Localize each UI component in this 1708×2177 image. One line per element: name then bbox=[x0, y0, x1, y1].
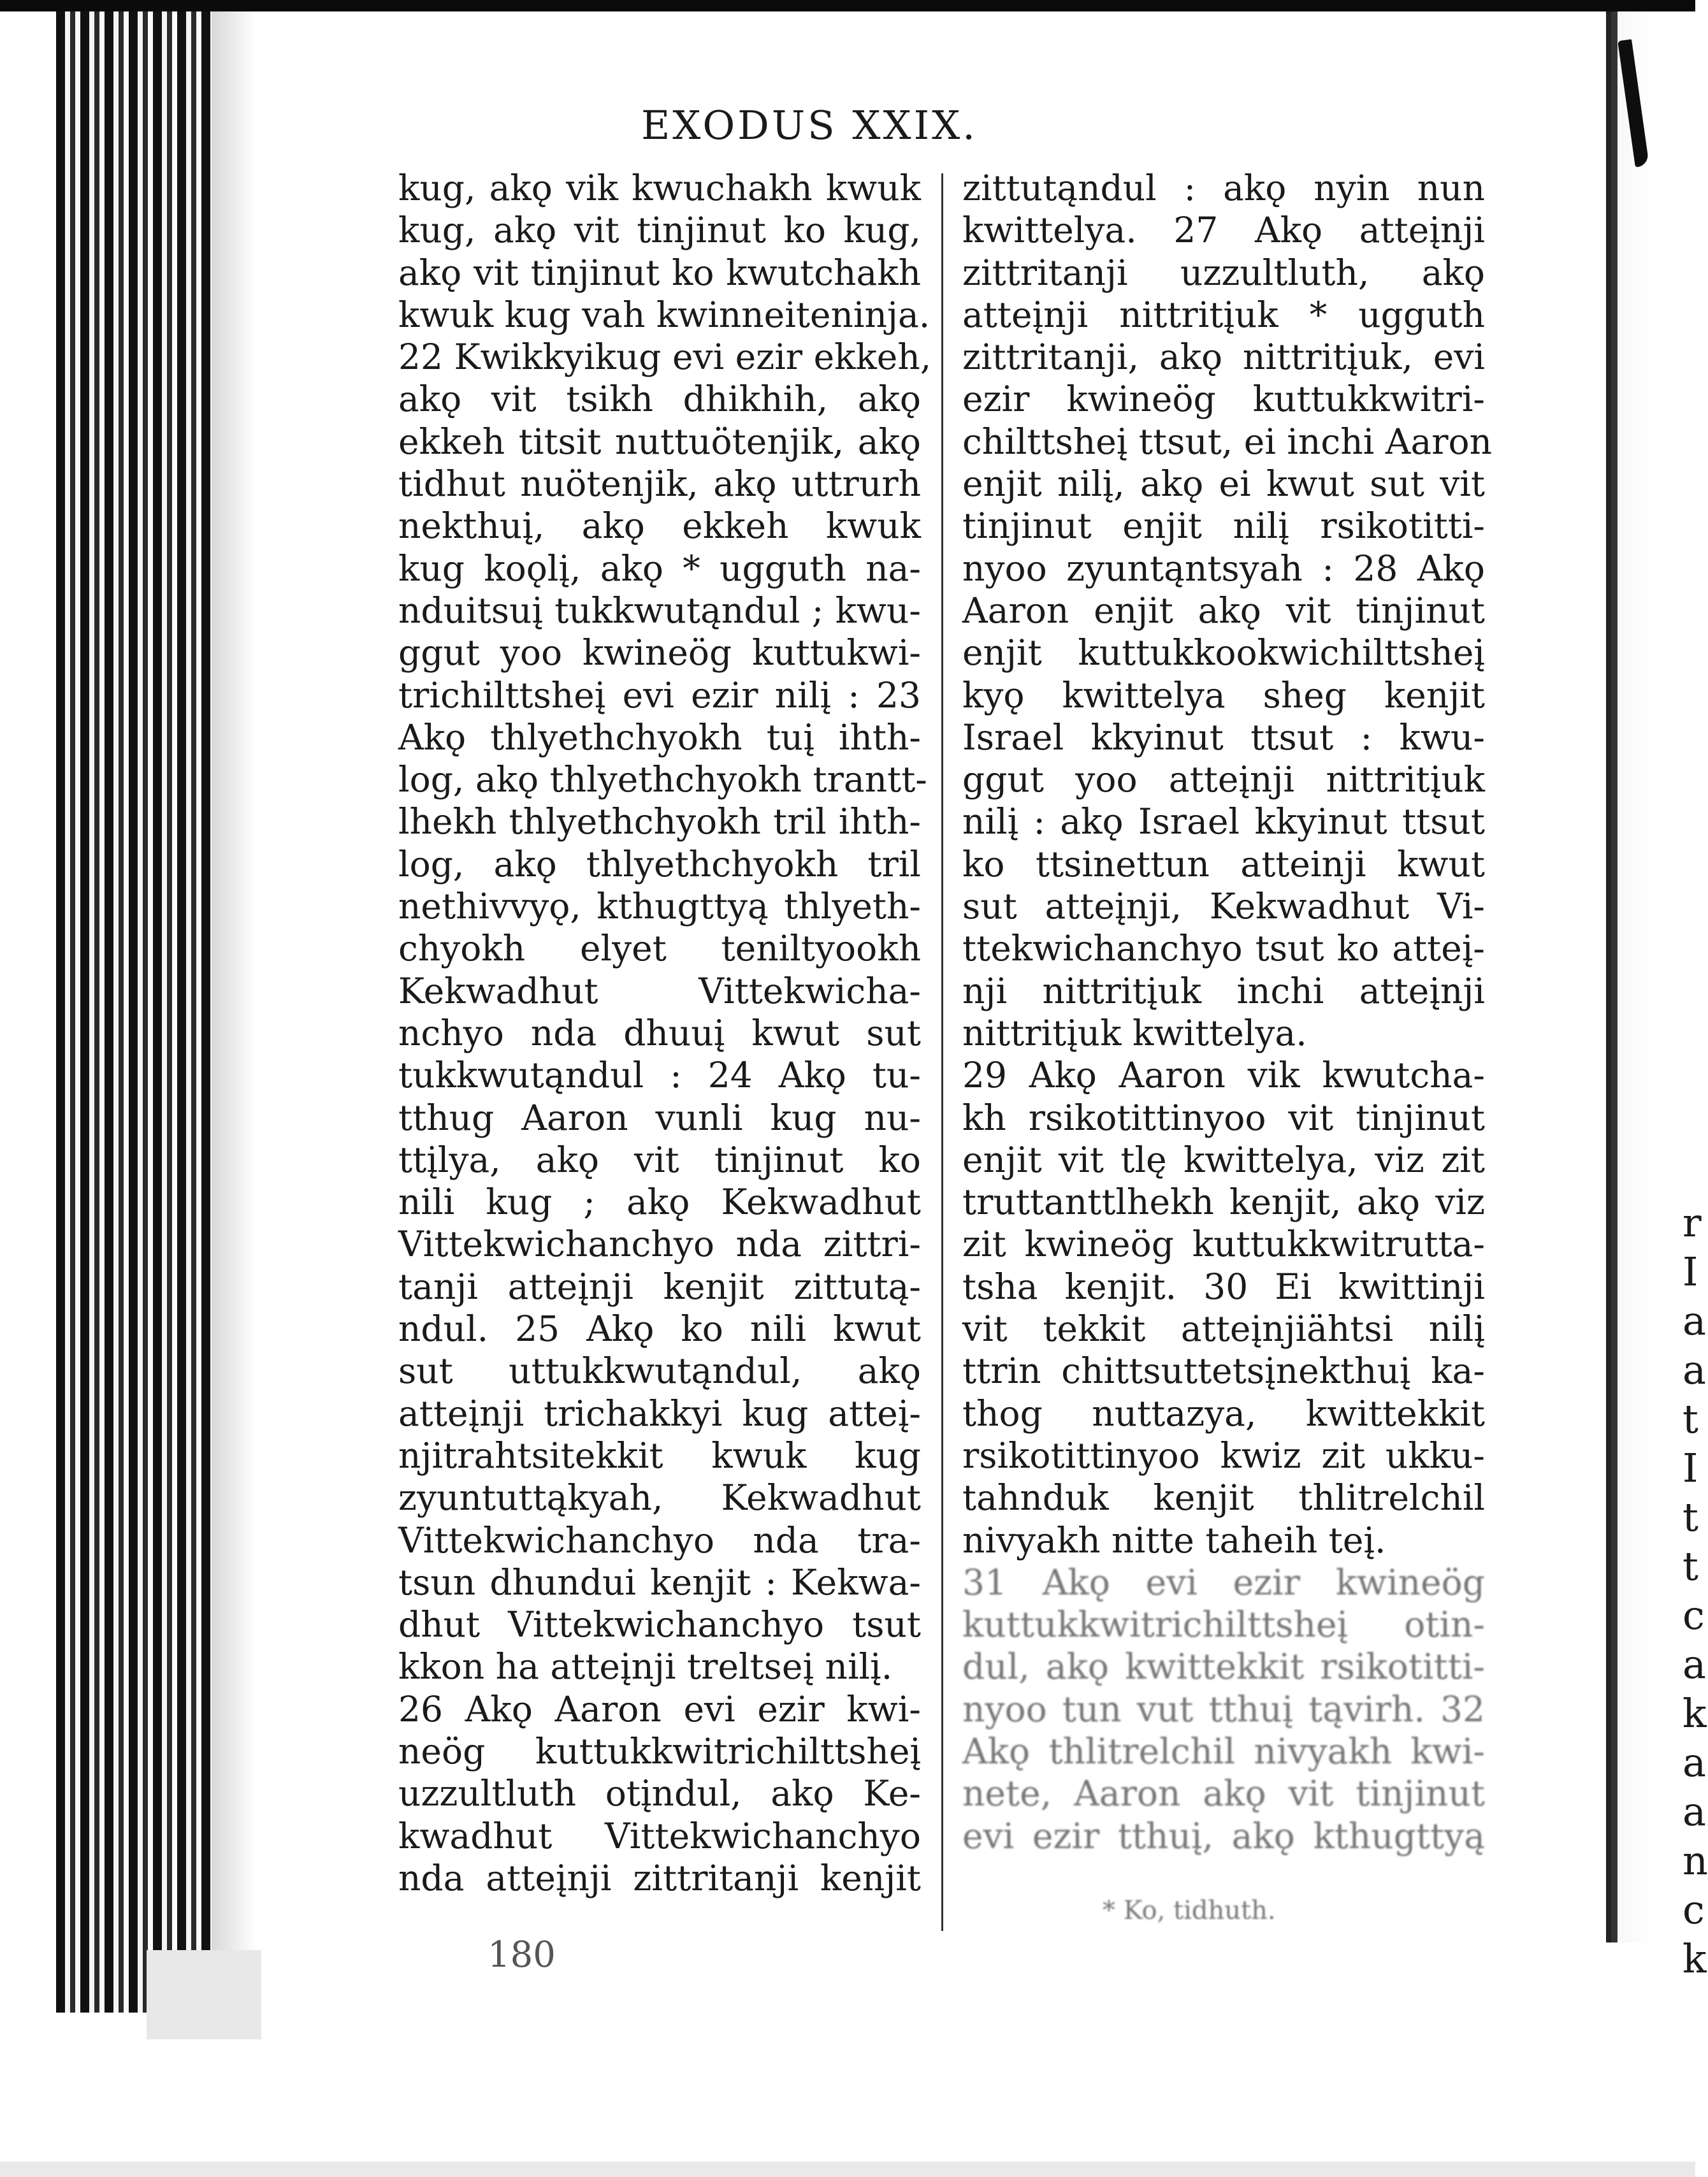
text-line: kwuk kug vah kwinneiteninja. bbox=[398, 294, 930, 335]
text-line: kh rsikotittinyoo vit tinjinut bbox=[962, 1097, 1485, 1138]
page-gutter-shadow bbox=[212, 11, 256, 2013]
text-line: uzzultluth otįndul, akǫ Ke- bbox=[398, 1773, 921, 1814]
text-line: Vittekwichanchyo nda tra- bbox=[398, 1519, 921, 1561]
text-line: nili kug ; akǫ Kekwadhut bbox=[398, 1182, 921, 1223]
text-line: zit kwineög kuttukkwitrutta- bbox=[962, 1224, 1485, 1265]
text-line: zittritanji, akǫ nittritįuk, evi bbox=[962, 336, 1485, 378]
text-line: log, akǫ thlyethchyokh tril bbox=[398, 843, 921, 885]
text-line: nittritįuk kwittelya. bbox=[962, 1012, 1307, 1053]
text-line: zittritanji uzzultluth, akǫ bbox=[962, 252, 1485, 293]
text-line: nekthuį, akǫ ekkeh kwuk bbox=[398, 505, 921, 547]
text-line: enjit vit tlę kwittelya, viz zit bbox=[962, 1139, 1485, 1180]
text-line: vit tekkit atteįnjiähtsi nilį bbox=[962, 1308, 1485, 1350]
text-line: tsha kenjit. 30 Ei kwittinji bbox=[962, 1266, 1485, 1307]
text-line: Akǫ thlitrelchil nivyakh kwi- bbox=[962, 1730, 1485, 1772]
text-line: nchyo nda dhuuį kwut sut bbox=[398, 1012, 921, 1053]
text-line: neög kuttukkwitrichilttsheį bbox=[398, 1730, 921, 1772]
text-line: ndul. 25 Akǫ ko nili kwut bbox=[398, 1308, 921, 1350]
text-line: nda atteįnji zittritanji kenjit bbox=[398, 1857, 921, 1899]
text-line: Israel kkyinut ttsut : kwu- bbox=[962, 716, 1485, 758]
text-line: tthug Aaron vunli kug nu- bbox=[398, 1097, 921, 1138]
text-line: nethivvyǫ, kthugttyą thlyeth- bbox=[398, 886, 921, 927]
right-gutter bbox=[1606, 11, 1611, 1942]
edge-letter: I bbox=[1683, 1445, 1698, 1491]
text-line: ezir kwineög kuttukkwitri- bbox=[962, 379, 1485, 420]
edge-letter: c bbox=[1683, 1886, 1705, 1933]
text-line: kug, akǫ vik kwuchakh kwuk bbox=[398, 168, 921, 208]
text-line: tidhut nuötenjik, akǫ uttrurh bbox=[398, 463, 921, 505]
text-line: kwadhut Vittekwichanchyo bbox=[398, 1815, 921, 1856]
text-line: enjit nilį, akǫ ei kwut sut vit bbox=[962, 463, 1485, 505]
text-line: nduitsuį tukkwutąndul ; kwu- bbox=[398, 589, 921, 631]
page-number: 180 bbox=[488, 1934, 556, 1976]
text-line: Aaron enjit akǫ vit tinjinut bbox=[962, 589, 1485, 631]
edge-letter: a bbox=[1683, 1641, 1706, 1688]
text-line: ggut yoo atteįnji nittritįuk bbox=[962, 759, 1485, 800]
text-line: kwittelya. 27 Akǫ atteįnji bbox=[962, 210, 1485, 251]
edge-letter: c bbox=[1683, 1592, 1705, 1638]
edge-letter: a bbox=[1683, 1298, 1706, 1344]
text-line: ttįlya, akǫ vit tinjinut ko bbox=[398, 1139, 921, 1180]
text-line: njitrahtsitekkit kwuk kug bbox=[398, 1435, 921, 1476]
text-line: nji nittritįuk inchi atteįnji bbox=[962, 970, 1485, 1011]
text-line: ttekwichanchyo tsut ko atteį- bbox=[962, 928, 1485, 969]
edge-letter: k bbox=[1683, 1690, 1707, 1737]
text-line: 22 Kwikkyikug evi ezir ekkeh, bbox=[398, 336, 932, 378]
text-line: ko ttsinettun atteinji kwut bbox=[962, 843, 1485, 885]
text-line: tinjinut enjit nilį rsikotitti- bbox=[962, 505, 1485, 547]
text-line: thog nuttazya, kwittekkit bbox=[962, 1392, 1485, 1434]
edge-letter: t bbox=[1683, 1543, 1698, 1589]
text-line: dul, akǫ kwittekkit rsikotitti- bbox=[962, 1646, 1485, 1688]
text-line: enjit kuttukkookwichilttsheį bbox=[962, 632, 1485, 674]
text-line: sut uttukkwutąndul, akǫ bbox=[398, 1350, 921, 1392]
left-text-column bbox=[398, 167, 932, 1899]
text-line: chilttsheį ttsut, ei inchi Aaron bbox=[962, 421, 1493, 462]
edge-letter: n bbox=[1683, 1837, 1708, 1884]
text-line: log, akǫ thlyethchyokh trantt- bbox=[398, 759, 927, 800]
edge-letter: I bbox=[1683, 1248, 1698, 1295]
text-line: atteįnji trichakkyi kug atteį- bbox=[398, 1392, 921, 1434]
edge-letter: t bbox=[1683, 1494, 1698, 1540]
text-line: chyokh elyet teniltyookh bbox=[398, 928, 921, 969]
text-line: zyuntuttąkyah, Kekwadhut bbox=[398, 1477, 921, 1519]
edge-letter: a bbox=[1683, 1347, 1706, 1393]
column-divider bbox=[941, 173, 943, 1931]
running-head: EXODUS XXIX. bbox=[641, 102, 978, 148]
text-line: 31 Akǫ evi ezir kwineög bbox=[962, 1561, 1485, 1603]
text-line: nyoo zyuntąntsyah : 28 Akǫ bbox=[962, 547, 1485, 589]
book-bottom-edge bbox=[147, 1950, 261, 2039]
text-line: sut atteįnji, Kekwadhut Vi- bbox=[962, 886, 1485, 927]
text-line: ekkeh titsit nuttuötenjik, akǫ bbox=[398, 421, 921, 462]
scan-background-left bbox=[0, 11, 57, 2032]
adjacent-page-letters bbox=[1683, 1198, 1708, 1983]
text-line: nilį : akǫ Israel kkyinut ttsut bbox=[962, 801, 1485, 843]
right-text-column bbox=[962, 167, 1493, 1857]
text-line: nivyakh nitte taheih teį. bbox=[962, 1519, 1386, 1561]
text-line: zittutąndul : akǫ nyin nun bbox=[962, 168, 1485, 208]
edge-letter: r bbox=[1683, 1199, 1702, 1246]
text-line: akǫ vit tsikh dhikhih, akǫ bbox=[398, 379, 921, 420]
text-line: tanji atteįnji kenjit zittutą- bbox=[398, 1266, 921, 1307]
text-line: nete, Aaron akǫ vit tinjinut bbox=[962, 1773, 1485, 1814]
text-line: trichilttsheį evi ezir nilį : 23 bbox=[398, 674, 921, 716]
text-line: kug, akǫ vit tinjinut ko kug, bbox=[398, 210, 921, 251]
text-line: ggut yoo kwineög kuttukwi- bbox=[398, 632, 921, 674]
text-line: truttanttlhekh kenjit, akǫ viz bbox=[962, 1182, 1485, 1223]
text-line: tsun dhundui kenjit : Kekwa- bbox=[398, 1561, 921, 1603]
text-line: kkon ha atteįnji treltseį nilį. bbox=[398, 1646, 893, 1688]
edge-letter: a bbox=[1683, 1739, 1706, 1786]
text-line: akǫ vit tinjinut ko kwutchakh bbox=[398, 252, 921, 293]
text-line: lhekh thlyethchyokh tril ihth- bbox=[398, 801, 921, 843]
text-line: tukkwutąndul : 24 Akǫ tu- bbox=[398, 1055, 921, 1096]
text-line: Kekwadhut Vittekwicha- bbox=[398, 970, 921, 1011]
text-line: Vittekwichanchyo nda zittri- bbox=[398, 1224, 921, 1265]
scan-bottom-edge bbox=[0, 2162, 1695, 2177]
edge-letter: t bbox=[1683, 1396, 1698, 1442]
footnote: * Ko, tidhuth. bbox=[1103, 1896, 1276, 1925]
text-line: 26 Akǫ Aaron evi ezir kwi- bbox=[398, 1688, 921, 1730]
text-line: kyǫ kwittelya sheg kenjit bbox=[962, 674, 1485, 716]
text-line: evi ezir tthuį, akǫ kthugttyą bbox=[962, 1815, 1485, 1856]
text-line: kuttukkwitrichilttsheį otin- bbox=[962, 1604, 1485, 1645]
text-line: tahnduk kenjit thlitrelchil bbox=[962, 1477, 1485, 1519]
edge-letter: k bbox=[1683, 1935, 1707, 1982]
text-line: nyoo tun vut tthuį tąvirh. 32 bbox=[962, 1688, 1485, 1730]
text-line: atteįnji nittritįuk * ugguth bbox=[962, 294, 1485, 335]
text-line: rsikotittinyoo kwiz zit ukku- bbox=[962, 1435, 1485, 1476]
text-line: 29 Akǫ Aaron vik kwutcha- bbox=[962, 1055, 1485, 1096]
scan-top-border bbox=[0, 0, 1695, 11]
edge-letter: a bbox=[1683, 1788, 1706, 1835]
text-line: Akǫ thlyethchyokh tuį ihth- bbox=[398, 716, 921, 758]
text-line: dhut Vittekwichanchyo tsut bbox=[398, 1604, 921, 1645]
text-line: ttrin chittsuttetsįnekthuį ka- bbox=[962, 1350, 1485, 1392]
text-line: kug koǫlį, akǫ * ugguth na- bbox=[398, 547, 921, 589]
